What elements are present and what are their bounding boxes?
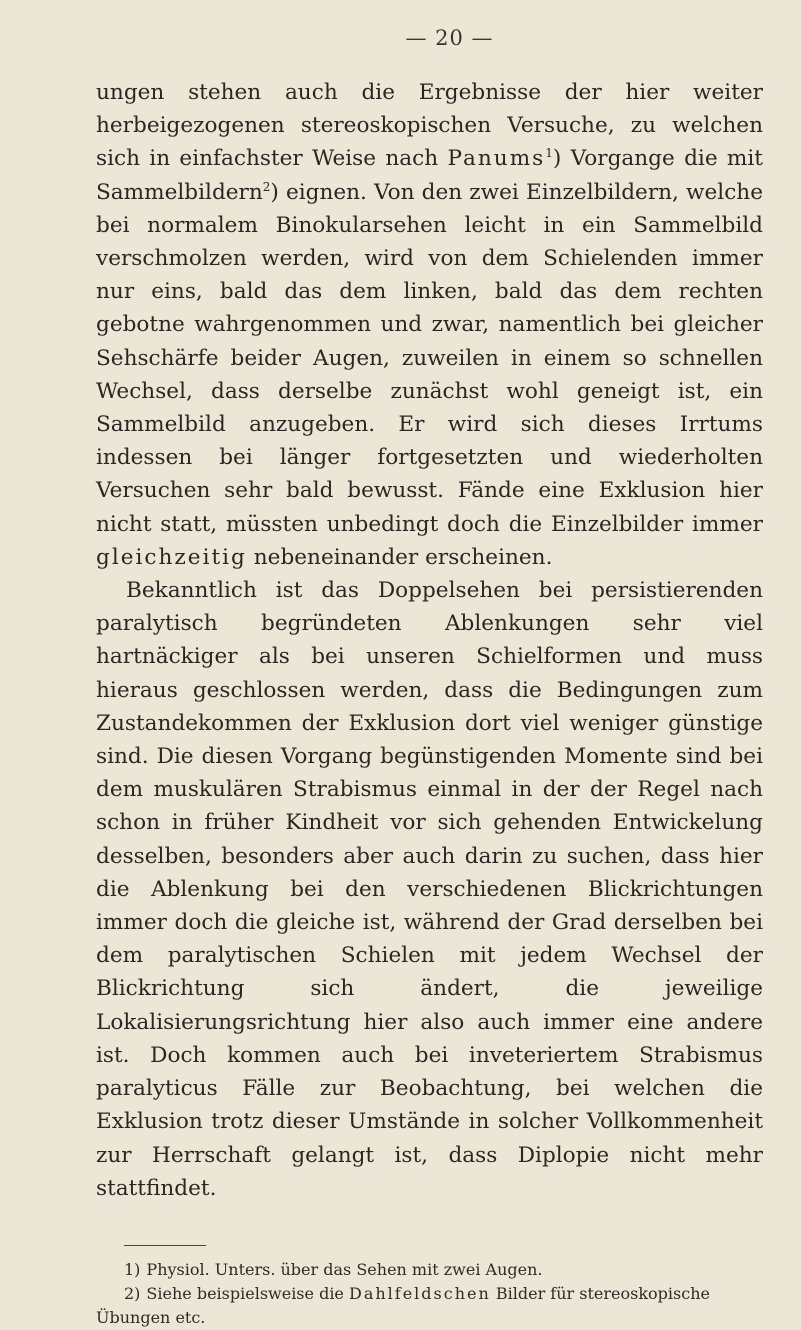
footnote-2 [96,1282,763,1330]
footnote-1-number: 1) [124,1259,141,1279]
emphasis-gleichzeitig: gleichzeitig [96,544,247,570]
footnote-2-text-a: Siehe beispielsweise die [146,1283,349,1303]
paragraph-1-text-d: nebeneinander erscheinen. [246,544,553,570]
footnote-ref-2: 2 [262,179,271,194]
footnote-2-text-b: Bilder für stereoskopische Übungen etc. [96,1283,710,1327]
footnote-ref-1: 1 [545,146,553,161]
paragraph-1-text-b: ) Vorgange die mit Sammelbildern [96,146,763,205]
footnotes [96,1258,763,1330]
author-name-panum: Panums [447,146,546,172]
footnote-1 [96,1258,763,1282]
page-number: — 20 — [405,26,494,50]
footnote-divider [124,1245,206,1246]
footnote-1-text: Physiol. Unters. über das Sehen mit zwei Augen. [146,1259,543,1279]
paragraph-1-text-c: ) eignen. Von den zwei Einzelbildern, welche bei normalem Binokularsehen leicht in ein Sammelbild verschmolzen werden, wird von dem Schielenden immer nur eins, bald das dem linken, bald das dem rechten gebotne wahrgenommen und zwar, namentlich bei gleicher Sehschärfe beider Augen, zuweilen in einem so schnellen Wechsel, dass derselbe zunächst wohl geneigt ist, ein Sammelbild anzugeben. Er wird sich dieses Irrtums indessen bei länger fortgesetzten und wiederholten Versuchen sehr bald bewusst. Fände eine Exklusion hier nicht statt, müssten unbedingt doch die Einzelbilder immer [96,179,763,537]
author-name-dahlfeld: Dahlfeldschen [348,1283,491,1303]
footnote-2-number: 2) [124,1283,141,1303]
paragraph-1 [96,76,763,574]
paragraph-2: Bekanntlich ist das Doppelsehen bei persistierenden paralytisch begründeten Ablenkungen sehr viel hartnäckiger als bei unseren Schielformen und muss hieraus geschlossen werden, dass die Bedingungen zum Zustandekommen der Exklusion dort viel weniger günstige sind. Die diesen Vorgang begünstigenden Momente sind bei dem muskulären Strabismus einmal in der der Regel nach schon in früher Kindheit vor sich gehenden Entwickelung desselben, besonders aber auch darin zu suchen, dass hier die Ablenkung bei den verschiedenen Blickrichtungen immer doch die gleiche ist, während der Grad derselben bei dem paralytischen Schielen mit jedem Wechsel der Blickrichtung sich ändert, die jeweilige Lokalisierungsrichtung hier also auch immer eine andere ist. Doch kommen auch bei inveteriertem Strabismus paralyticus Fälle zur Beobachtung, bei welchen die Exklusion trotz dieser Umstände in solcher Vollkommenheit zur Herrschaft gelangt ist, dass Diplopie nicht mehr stattfindet. [96,578,763,1201]
paragraph-1-text-a: ungen stehen auch die Ergebnisse der hier weiter herbeigezogenen stereoskopischen Versuche, zu welchen sich in einfachster Weise nach [96,80,763,172]
